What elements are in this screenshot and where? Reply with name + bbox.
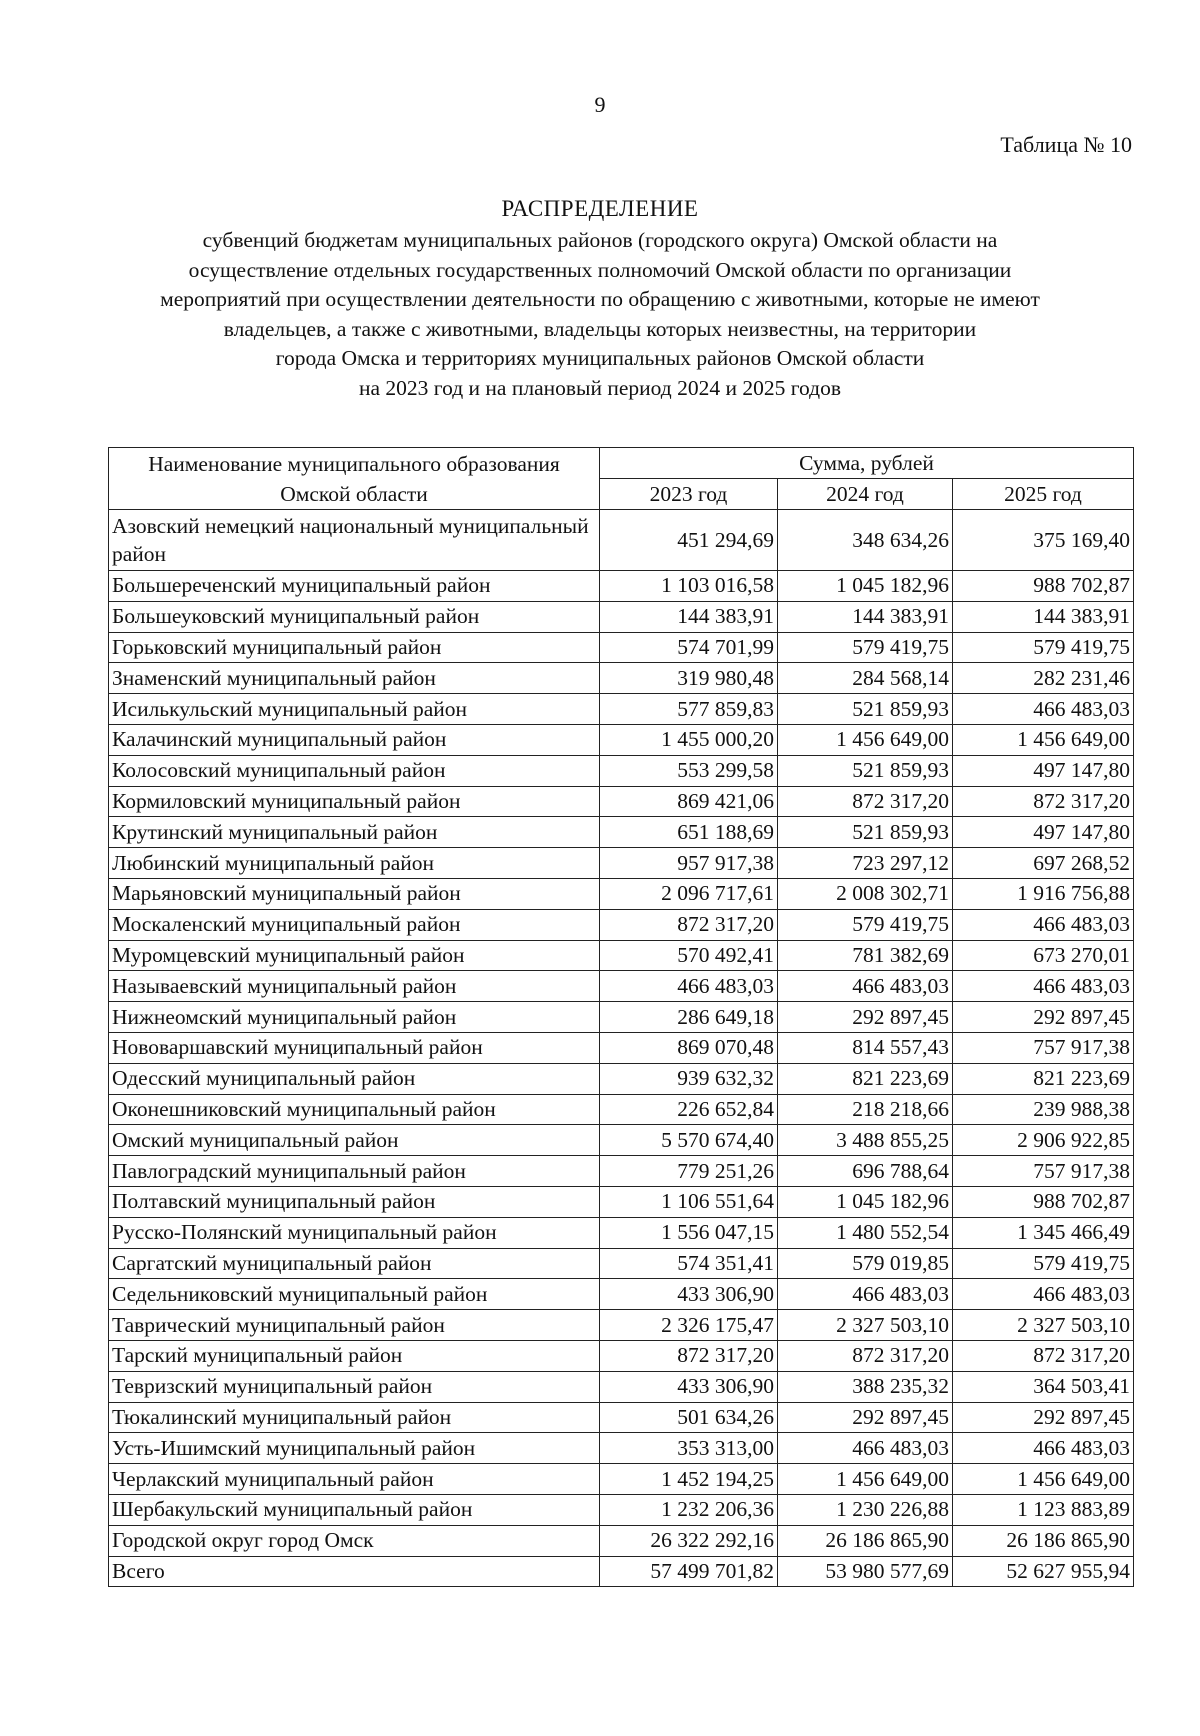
cell-amount-2023: 872 317,20	[600, 1340, 778, 1371]
cell-amount-2025: 466 483,03	[953, 694, 1134, 725]
cell-amount-2023: 872 317,20	[600, 909, 778, 940]
cell-amount-2023: 574 351,41	[600, 1248, 778, 1279]
cell-amount-2023: 26 322 292,16	[600, 1525, 778, 1556]
cell-amount-2025: 144 383,91	[953, 601, 1134, 632]
cell-amount-2024: 284 568,14	[778, 663, 953, 694]
cell-amount-2025: 757 917,38	[953, 1156, 1134, 1187]
cell-municipality: Знаменский муниципальный район	[109, 663, 600, 694]
cell-amount-2023: 353 313,00	[600, 1433, 778, 1464]
cell-amount-2024: 872 317,20	[778, 786, 953, 817]
cell-amount-2024: 218 218,66	[778, 1094, 953, 1125]
cell-amount-2025: 2 906 922,85	[953, 1125, 1134, 1156]
cell-amount-2025: 872 317,20	[953, 1340, 1134, 1371]
cell-amount-2025: 26 186 865,90	[953, 1525, 1134, 1556]
cell-amount-2024: 521 859,93	[778, 755, 953, 786]
cell-amount-2025: 821 223,69	[953, 1063, 1134, 1094]
table-row	[109, 848, 1134, 879]
cell-amount-2024: 1 230 226,88	[778, 1494, 953, 1525]
cell-amount-2025: 375 169,40	[953, 510, 1134, 571]
cell-amount-2023: 553 299,58	[600, 755, 778, 786]
subtitle-line: субвенций бюджетам муниципальных районов (городского округа) Омской области на	[202, 228, 998, 252]
cell-amount-2023: 1 455 000,20	[600, 724, 778, 755]
cell-amount-2023: 433 306,90	[600, 1371, 778, 1402]
cell-municipality: Кормиловский муниципальный район	[109, 786, 600, 817]
cell-amount-2023: 144 383,91	[600, 601, 778, 632]
table-row	[109, 1063, 1134, 1094]
subtitle-line: мероприятий при осуществлении деятельности по обращению с животными, которые не имеют	[160, 287, 1040, 312]
cell-amount-2023: 1 232 206,36	[600, 1494, 778, 1525]
table-row	[109, 755, 1134, 786]
cell-amount-2024: 579 419,75	[778, 909, 953, 940]
cell-municipality: Тюкалинский муниципальный район	[109, 1402, 600, 1433]
cell-amount-2024: 144 383,91	[778, 601, 953, 632]
cell-amount-2025: 579 419,75	[953, 632, 1134, 663]
table-row	[109, 1248, 1134, 1279]
cell-municipality: Горьковский муниципальный район	[109, 632, 600, 663]
cell-amount-2024: 1 456 649,00	[778, 724, 953, 755]
table-row	[109, 1310, 1134, 1341]
cell-amount-2025: 497 147,80	[953, 817, 1134, 848]
cell-municipality: Азовский немецкий национальный муниципальный район	[109, 510, 600, 571]
cell-amount-2025: 466 483,03	[953, 1279, 1134, 1310]
cell-amount-2024: 1 480 552,54	[778, 1217, 953, 1248]
cell-amount-2025: 2 327 503,10	[953, 1310, 1134, 1341]
table-row	[109, 1494, 1134, 1525]
table-row	[109, 724, 1134, 755]
subtitle-line: владельцев, а также с животными, владельцы которых неизвестны, на территории	[223, 316, 977, 341]
cell-amount-2023: 779 251,26	[600, 1156, 778, 1187]
cell-amount-2025: 757 917,38	[953, 1032, 1134, 1063]
cell-amount-2025: 1 123 883,89	[953, 1494, 1134, 1525]
cell-amount-2025: 292 897,45	[953, 1002, 1134, 1033]
cell-amount-2024: 872 317,20	[778, 1340, 953, 1371]
cell-municipality: Усть-Ишимский муниципальный район	[109, 1433, 600, 1464]
cell-municipality: Одесский муниципальный район	[109, 1063, 600, 1094]
table-row	[109, 1556, 1134, 1587]
header-year-2024: 2024 год	[778, 479, 953, 510]
cell-amount-2023: 574 701,99	[600, 632, 778, 663]
table-row	[109, 1186, 1134, 1217]
table-row	[109, 663, 1134, 694]
cell-amount-2024: 579 419,75	[778, 632, 953, 663]
cell-amount-2024: 466 483,03	[778, 1279, 953, 1310]
table-row	[109, 510, 1134, 571]
cell-amount-2025: 466 483,03	[953, 1433, 1134, 1464]
cell-municipality: Нижнеомский муниципальный район	[109, 1002, 600, 1033]
table-row	[109, 1156, 1134, 1187]
cell-municipality: Москаленский муниципальный район	[109, 909, 600, 940]
table-row	[109, 571, 1134, 602]
cell-municipality: Большереченский муниципальный район	[109, 571, 600, 602]
cell-amount-2025: 1 916 756,88	[953, 878, 1134, 909]
header-year-2023: 2023 год	[600, 479, 778, 510]
cell-municipality: Любинский муниципальный район	[109, 848, 600, 879]
header-sum-group: Сумма, рублей	[600, 448, 1134, 479]
table-row	[109, 1402, 1134, 1433]
table-row	[109, 1032, 1134, 1063]
cell-amount-2024: 2 327 503,10	[778, 1310, 953, 1341]
cell-amount-2023: 466 483,03	[600, 971, 778, 1002]
cell-municipality: Омский муниципальный район	[109, 1125, 600, 1156]
cell-municipality: Саргатский муниципальный район	[109, 1248, 600, 1279]
cell-municipality: Всего	[109, 1556, 600, 1587]
cell-amount-2025: 988 702,87	[953, 1186, 1134, 1217]
cell-amount-2024: 466 483,03	[778, 1433, 953, 1464]
cell-amount-2023: 570 492,41	[600, 940, 778, 971]
table-row	[109, 878, 1134, 909]
cell-amount-2023: 2 326 175,47	[600, 1310, 778, 1341]
table-row	[109, 1125, 1134, 1156]
table-row	[109, 1371, 1134, 1402]
cell-municipality: Калачинский муниципальный район	[109, 724, 600, 755]
cell-amount-2024: 723 297,12	[778, 848, 953, 879]
cell-amount-2024: 466 483,03	[778, 971, 953, 1002]
cell-amount-2023: 957 917,38	[600, 848, 778, 879]
cell-amount-2024: 781 382,69	[778, 940, 953, 971]
cell-amount-2024: 3 488 855,25	[778, 1125, 953, 1156]
cell-amount-2025: 579 419,75	[953, 1248, 1134, 1279]
table-row	[109, 940, 1134, 971]
cell-amount-2024: 26 186 865,90	[778, 1525, 953, 1556]
document-title: РАСПРЕДЕЛЕНИЕ	[501, 196, 699, 221]
table-row	[109, 909, 1134, 940]
cell-municipality: Русско-Полянский муниципальный район	[109, 1217, 600, 1248]
cell-municipality: Крутинский муниципальный район	[109, 817, 600, 848]
cell-municipality: Тарский муниципальный район	[109, 1340, 600, 1371]
document-subtitle	[100, 226, 1100, 404]
cell-municipality: Колосовский муниципальный район	[109, 755, 600, 786]
table-row	[109, 1217, 1134, 1248]
subtitle-line: на 2023 год и на плановый период 2024 и 2025 годов	[359, 375, 841, 400]
cell-amount-2023: 451 294,69	[600, 510, 778, 571]
page-number: 9	[594, 92, 606, 117]
table-row	[109, 632, 1134, 663]
table-number: Таблица № 10	[1000, 132, 1132, 157]
table-row	[109, 1279, 1134, 1310]
cell-amount-2023: 869 070,48	[600, 1032, 778, 1063]
table-row	[109, 1433, 1134, 1464]
cell-municipality: Седельниковский муниципальный район	[109, 1279, 600, 1310]
cell-amount-2025: 466 483,03	[953, 971, 1134, 1002]
table-row	[109, 601, 1134, 632]
table-row	[109, 1464, 1134, 1495]
cell-amount-2025: 52 627 955,94	[953, 1556, 1134, 1587]
cell-amount-2023: 939 632,32	[600, 1063, 778, 1094]
table-row	[109, 817, 1134, 848]
cell-amount-2024: 292 897,45	[778, 1402, 953, 1433]
cell-amount-2023: 5 570 674,40	[600, 1125, 778, 1156]
table-row	[109, 971, 1134, 1002]
cell-amount-2024: 696 788,64	[778, 1156, 953, 1187]
cell-amount-2025: 988 702,87	[953, 571, 1134, 602]
cell-amount-2023: 869 421,06	[600, 786, 778, 817]
distribution-table	[108, 447, 1134, 1587]
cell-amount-2024: 292 897,45	[778, 1002, 953, 1033]
cell-amount-2024: 1 456 649,00	[778, 1464, 953, 1495]
cell-municipality: Полтавский муниципальный район	[109, 1186, 600, 1217]
table-row	[109, 1525, 1134, 1556]
subtitle-line: осуществление отдельных государственных полномочий Омской области по организации	[188, 257, 1012, 282]
cell-municipality: Оконешниковский муниципальный район	[109, 1094, 600, 1125]
cell-amount-2024: 53 980 577,69	[778, 1556, 953, 1587]
cell-amount-2024: 521 859,93	[778, 817, 953, 848]
cell-amount-2024: 814 557,43	[778, 1032, 953, 1063]
cell-amount-2023: 1 103 016,58	[600, 571, 778, 602]
cell-amount-2024: 1 045 182,96	[778, 1186, 953, 1217]
cell-municipality: Марьяновский муниципальный район	[109, 878, 600, 909]
cell-municipality: Шербакульский муниципальный район	[109, 1494, 600, 1525]
cell-amount-2025: 282 231,46	[953, 663, 1134, 694]
cell-amount-2024: 2 008 302,71	[778, 878, 953, 909]
cell-amount-2023: 1 556 047,15	[600, 1217, 778, 1248]
table-row	[109, 694, 1134, 725]
cell-amount-2025: 673 270,01	[953, 940, 1134, 971]
table-row	[109, 1094, 1134, 1125]
cell-amount-2023: 577 859,83	[600, 694, 778, 725]
cell-amount-2025: 364 503,41	[953, 1371, 1134, 1402]
cell-amount-2023: 57 499 701,82	[600, 1556, 778, 1587]
header-municipality: Наименование муниципального образования Омской области	[109, 448, 600, 510]
table-row	[109, 1002, 1134, 1033]
subtitle-line: города Омска и территориях муниципальных районов Омской области	[275, 346, 925, 371]
header-year-2025: 2025 год	[953, 479, 1134, 510]
cell-amount-2023: 1 106 551,64	[600, 1186, 778, 1217]
cell-amount-2023: 319 980,48	[600, 663, 778, 694]
cell-municipality: Нововаршавский муниципальный район	[109, 1032, 600, 1063]
cell-municipality: Тевризский муниципальный район	[109, 1371, 600, 1402]
cell-amount-2024: 579 019,85	[778, 1248, 953, 1279]
cell-amount-2024: 821 223,69	[778, 1063, 953, 1094]
cell-amount-2025: 292 897,45	[953, 1402, 1134, 1433]
cell-amount-2025: 466 483,03	[953, 909, 1134, 940]
cell-amount-2023: 501 634,26	[600, 1402, 778, 1433]
cell-municipality: Черлакский муниципальный район	[109, 1464, 600, 1495]
cell-amount-2025: 497 147,80	[953, 755, 1134, 786]
cell-amount-2024: 521 859,93	[778, 694, 953, 725]
table-row	[109, 1340, 1134, 1371]
cell-amount-2023: 1 452 194,25	[600, 1464, 778, 1495]
cell-amount-2023: 2 096 717,61	[600, 878, 778, 909]
cell-municipality: Исилькульский муниципальный район	[109, 694, 600, 725]
table-body	[109, 510, 1134, 1587]
cell-amount-2025: 1 456 649,00	[953, 724, 1134, 755]
cell-amount-2023: 286 649,18	[600, 1002, 778, 1033]
cell-amount-2024: 388 235,32	[778, 1371, 953, 1402]
table-row	[109, 786, 1134, 817]
cell-amount-2025: 1 456 649,00	[953, 1464, 1134, 1495]
cell-amount-2025: 239 988,38	[953, 1094, 1134, 1125]
cell-municipality: Большеуковский муниципальный район	[109, 601, 600, 632]
cell-municipality: Муромцевский муниципальный район	[109, 940, 600, 971]
cell-municipality: Городской округ город Омск	[109, 1525, 600, 1556]
cell-municipality: Таврический муниципальный район	[109, 1310, 600, 1341]
cell-amount-2023: 226 652,84	[600, 1094, 778, 1125]
cell-municipality: Называевский муниципальный район	[109, 971, 600, 1002]
cell-municipality: Павлоградский муниципальный район	[109, 1156, 600, 1187]
cell-amount-2025: 697 268,52	[953, 848, 1134, 879]
cell-amount-2023: 651 188,69	[600, 817, 778, 848]
cell-amount-2023: 433 306,90	[600, 1279, 778, 1310]
cell-amount-2025: 872 317,20	[953, 786, 1134, 817]
cell-amount-2024: 348 634,26	[778, 510, 953, 571]
cell-amount-2025: 1 345 466,49	[953, 1217, 1134, 1248]
cell-amount-2024: 1 045 182,96	[778, 571, 953, 602]
